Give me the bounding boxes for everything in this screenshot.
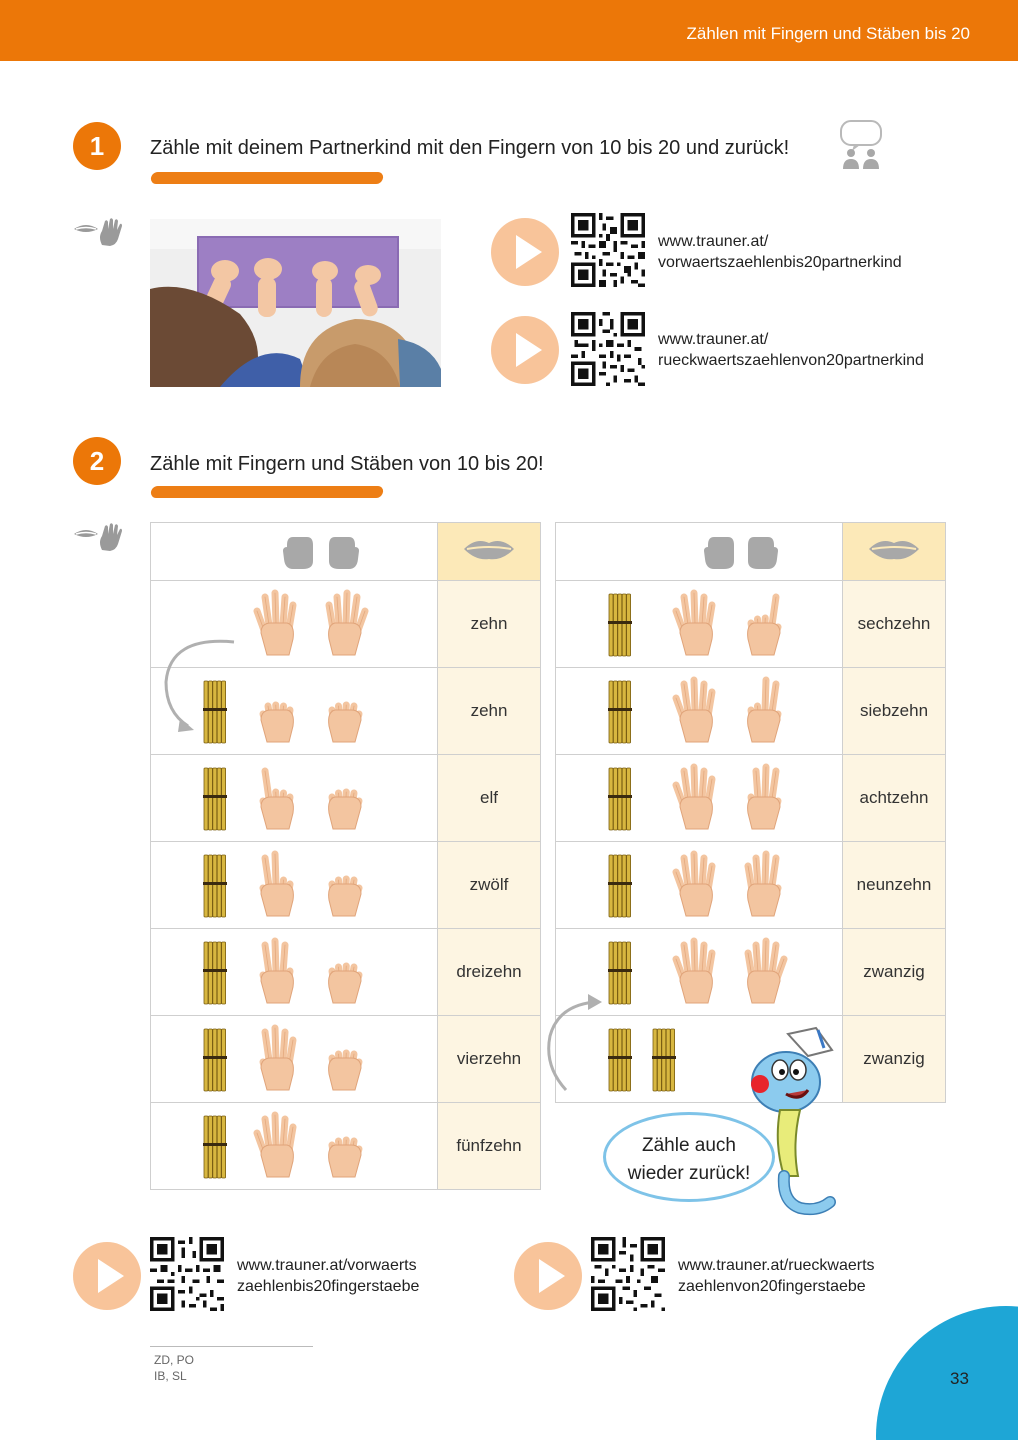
counting-hands-icon xyxy=(247,850,377,922)
table-header-speak xyxy=(438,523,541,581)
link-forward-partner[interactable] xyxy=(658,231,902,273)
fist-icon xyxy=(746,533,780,571)
row-picture xyxy=(151,1103,438,1190)
link-backward-sticks[interactable] xyxy=(678,1255,875,1297)
row-picture xyxy=(151,842,438,929)
ten-stick-bundle-icon xyxy=(608,1028,632,1092)
qr-code-icon[interactable] xyxy=(571,312,645,386)
table-row xyxy=(151,755,541,842)
number-word: zwanzig xyxy=(843,1016,946,1103)
number-word: zehn xyxy=(438,581,541,668)
task-1-instruction: Zähle mit deinem Partnerkind mit den Fingern von 10 bis 20 und zurück! xyxy=(150,137,790,159)
table-row xyxy=(151,1103,541,1190)
number-word: elf xyxy=(438,755,541,842)
counting-hands-icon xyxy=(666,937,796,1009)
qr-code-icon[interactable] xyxy=(150,1237,224,1311)
counting-hands-icon xyxy=(247,1024,377,1096)
table-row xyxy=(556,929,946,1016)
number-word: zwölf xyxy=(438,842,541,929)
curved-arrow-icon xyxy=(158,636,238,734)
fist-icon xyxy=(702,533,736,571)
number-word: zwanzig xyxy=(843,929,946,1016)
ten-stick-bundle-icon xyxy=(608,593,632,657)
number-word: siebzehn xyxy=(843,668,946,755)
ten-stick-bundle-icon xyxy=(608,854,632,918)
speech-bubble-line: Zähle auch xyxy=(641,1135,736,1156)
children-counting-photo xyxy=(150,219,441,387)
qr-code-icon[interactable] xyxy=(571,213,645,287)
table-row xyxy=(151,1016,541,1103)
header-title: Zählen mit Fingern und Stäben bis 20 xyxy=(686,24,970,43)
table-row xyxy=(556,581,946,668)
row-picture xyxy=(151,929,438,1016)
number-word: neunzehn xyxy=(843,842,946,929)
number-word: achtzehn xyxy=(843,755,946,842)
qr-code-icon[interactable] xyxy=(591,1237,665,1311)
play-video-button-backward-sticks[interactable] xyxy=(514,1242,582,1310)
ten-stick-bundle-icon xyxy=(203,1028,227,1092)
mouth-icon xyxy=(462,537,516,561)
fist-icon xyxy=(327,533,361,571)
ten-stick-bundle-icon xyxy=(608,680,632,744)
ten-stick-bundle-icon xyxy=(203,854,227,918)
link-line: www.trauner.at/ xyxy=(658,331,769,348)
fist-icon xyxy=(281,533,315,571)
task-2-badge: 2 xyxy=(73,437,121,485)
table-row xyxy=(556,668,946,755)
ten-stick-bundle-icon xyxy=(203,767,227,831)
ten-stick-bundle-icon xyxy=(203,1115,227,1179)
row-picture xyxy=(151,1016,438,1103)
counting-hands-icon xyxy=(666,763,796,835)
link-line: zaehlenvon20fingerstaebe xyxy=(678,1278,866,1295)
counting-hands-icon xyxy=(666,589,796,661)
play-video-button-forward-sticks[interactable] xyxy=(73,1242,141,1310)
ten-stick-bundle-icon xyxy=(652,1028,676,1092)
row-picture xyxy=(151,755,438,842)
speak-and-show-icon xyxy=(72,217,124,247)
counting-table-right xyxy=(555,522,946,1103)
table-header-hands xyxy=(556,523,843,581)
table-header-hands xyxy=(151,523,438,581)
row-picture xyxy=(556,842,843,929)
speech-bubble xyxy=(603,1112,775,1202)
number-word: fünfzehn xyxy=(438,1103,541,1190)
counting-hands-icon xyxy=(247,589,377,661)
number-word: dreizehn xyxy=(438,929,541,1016)
table-row xyxy=(151,929,541,1016)
link-forward-sticks[interactable] xyxy=(237,1255,419,1297)
page-number: 33 xyxy=(950,1369,969,1388)
counting-hands-icon xyxy=(247,763,377,835)
number-word: sechzehn xyxy=(843,581,946,668)
ten-stick-bundle-icon xyxy=(203,941,227,1005)
link-backward-partner[interactable] xyxy=(658,329,924,371)
worm-mascot xyxy=(748,1026,838,1218)
number-word: vierzehn xyxy=(438,1016,541,1103)
row-picture xyxy=(556,755,843,842)
link-line: rueckwaertszaehlenvon20partnerkind xyxy=(658,352,924,369)
partner-work-icon xyxy=(838,119,884,171)
mouth-icon xyxy=(867,537,921,561)
speech-bubble-line: wieder zurück! xyxy=(627,1163,751,1184)
link-line: www.trauner.at/rueckwaerts xyxy=(678,1257,875,1274)
curved-arrow-icon xyxy=(544,990,608,1094)
task-2-underline xyxy=(150,486,384,498)
task-2-instruction: Zähle mit Fingern und Stäben von 10 bis 20! xyxy=(150,453,544,475)
counting-hands-icon xyxy=(666,676,796,748)
link-line: vorwaertszaehlenbis20partnerkind xyxy=(658,254,902,271)
ten-stick-bundle-icon xyxy=(608,767,632,831)
counting-hands-icon xyxy=(247,676,377,748)
counting-table-left xyxy=(150,522,541,1190)
table-header-speak xyxy=(843,523,946,581)
play-video-button-forward-partner[interactable] xyxy=(491,218,559,286)
table-row xyxy=(556,755,946,842)
task-1-underline xyxy=(150,172,384,184)
counting-hands-icon xyxy=(666,850,796,922)
link-line: zaehlenbis20fingerstaebe xyxy=(237,1278,420,1295)
play-video-button-backward-partner[interactable] xyxy=(491,316,559,384)
number-word: zehn xyxy=(438,668,541,755)
page-corner-decoration xyxy=(876,1306,1018,1440)
competency-codes-line-2: IB, SL xyxy=(154,1369,187,1383)
link-line: www.trauner.at/ xyxy=(658,233,769,250)
competency-codes-line-1: ZD, PO xyxy=(154,1353,195,1367)
row-picture xyxy=(556,581,843,668)
footer-divider xyxy=(150,1346,313,1347)
link-line: www.trauner.at/vorwaerts xyxy=(237,1257,417,1274)
speak-and-show-icon xyxy=(72,522,124,552)
table-row xyxy=(556,842,946,929)
ten-stick-bundle-icon xyxy=(608,941,632,1005)
table-row xyxy=(151,842,541,929)
row-picture xyxy=(556,668,843,755)
counting-hands-icon xyxy=(247,937,377,1009)
counting-hands-icon xyxy=(247,1111,377,1183)
task-1-badge: 1 xyxy=(73,122,121,170)
